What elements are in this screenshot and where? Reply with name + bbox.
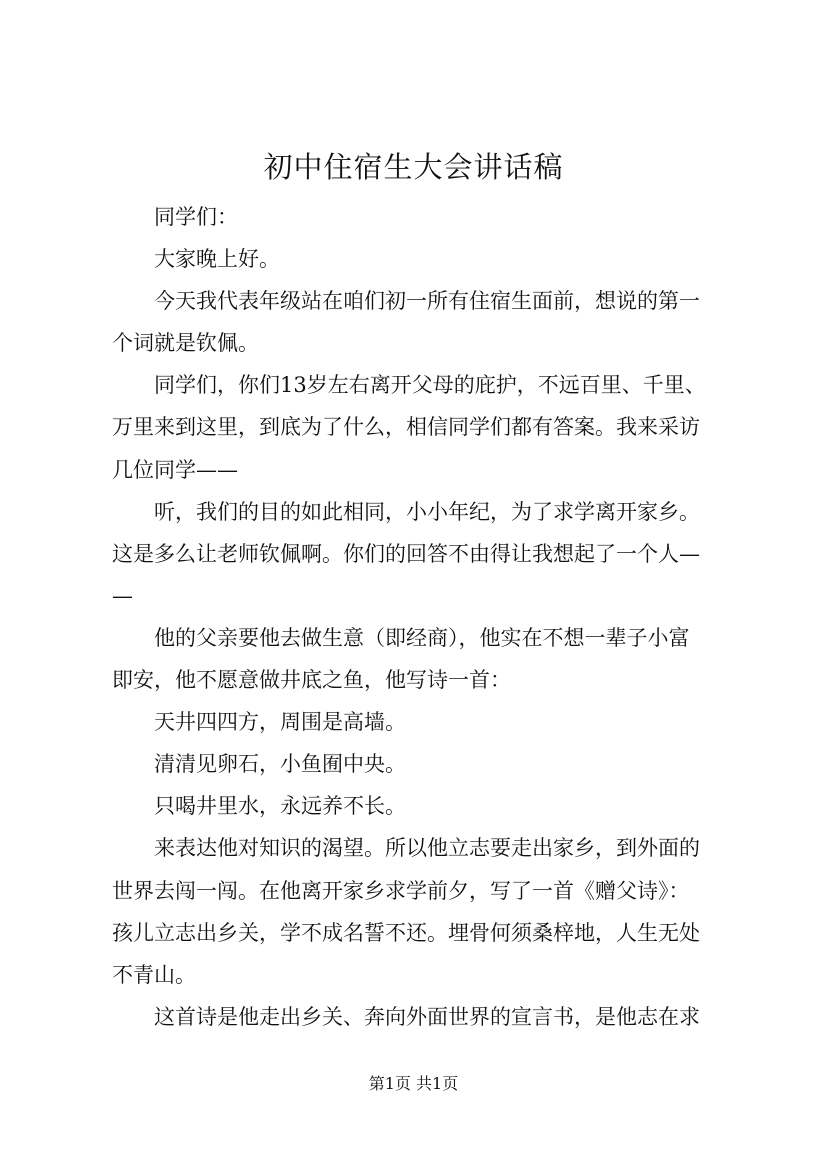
- text-line: 世界去闯一闯。在他离开家乡求学前夕，写了一首《赠父诗》：: [112, 878, 690, 903]
- text-line: 个词就是钦佩。: [112, 331, 259, 356]
- poem-line: 天井四四方，周围是高墙。: [154, 710, 406, 735]
- text-line: —: [112, 583, 133, 608]
- text-line: 今天我代表年级站在咱们初一所有住宿生面前，想说的第一: [154, 289, 700, 314]
- text-line: 同学们：: [154, 205, 238, 229]
- text-line: 万里来到这里，到底为了什么，相信同学们都有答案。我来采访: [112, 415, 700, 440]
- poem-line: 清清见卵石，小鱼囿中央。: [154, 752, 406, 777]
- text-line: 不青山。: [112, 962, 196, 987]
- text-line: 听，我们的目的如此相同，小小年纪，为了求学离开家乡。: [154, 499, 700, 524]
- document-title: 初中住宿生大会讲话稿: [263, 150, 564, 184]
- text-line: 同学们，你们13岁左右离开父母的庇护，不远百里、千里、: [154, 373, 706, 398]
- text-line: 几位同学——: [112, 457, 238, 482]
- text-line: 孩儿立志出乡关，学不成名誓不还。埋骨何须桑梓地，人生无处: [112, 920, 700, 945]
- text-line: 即安，他不愿意做井底之鱼，他写诗一首：: [112, 668, 511, 693]
- text-line: 来表达他对知识的渴望。所以他立志要走出家乡，到外面的: [154, 836, 700, 861]
- text-line: 大家晚上好。: [154, 247, 280, 272]
- document-body: [112, 196, 738, 1038]
- text-line: 这是多么让老师钦佩啊。你们的回答不由得让我想起了一个人—: [112, 541, 700, 566]
- text-line: 这首诗是他走出乡关、奔向外面世界的宣言书，是他志在求: [154, 1004, 700, 1029]
- text-line: 他的父亲要他去做生意（即经商），他实在不想一辈子小富: [154, 625, 690, 650]
- page-footer: 第1页 共1页: [368, 1074, 459, 1093]
- poem-line: 只喝井里水，永远养不长。: [154, 794, 406, 819]
